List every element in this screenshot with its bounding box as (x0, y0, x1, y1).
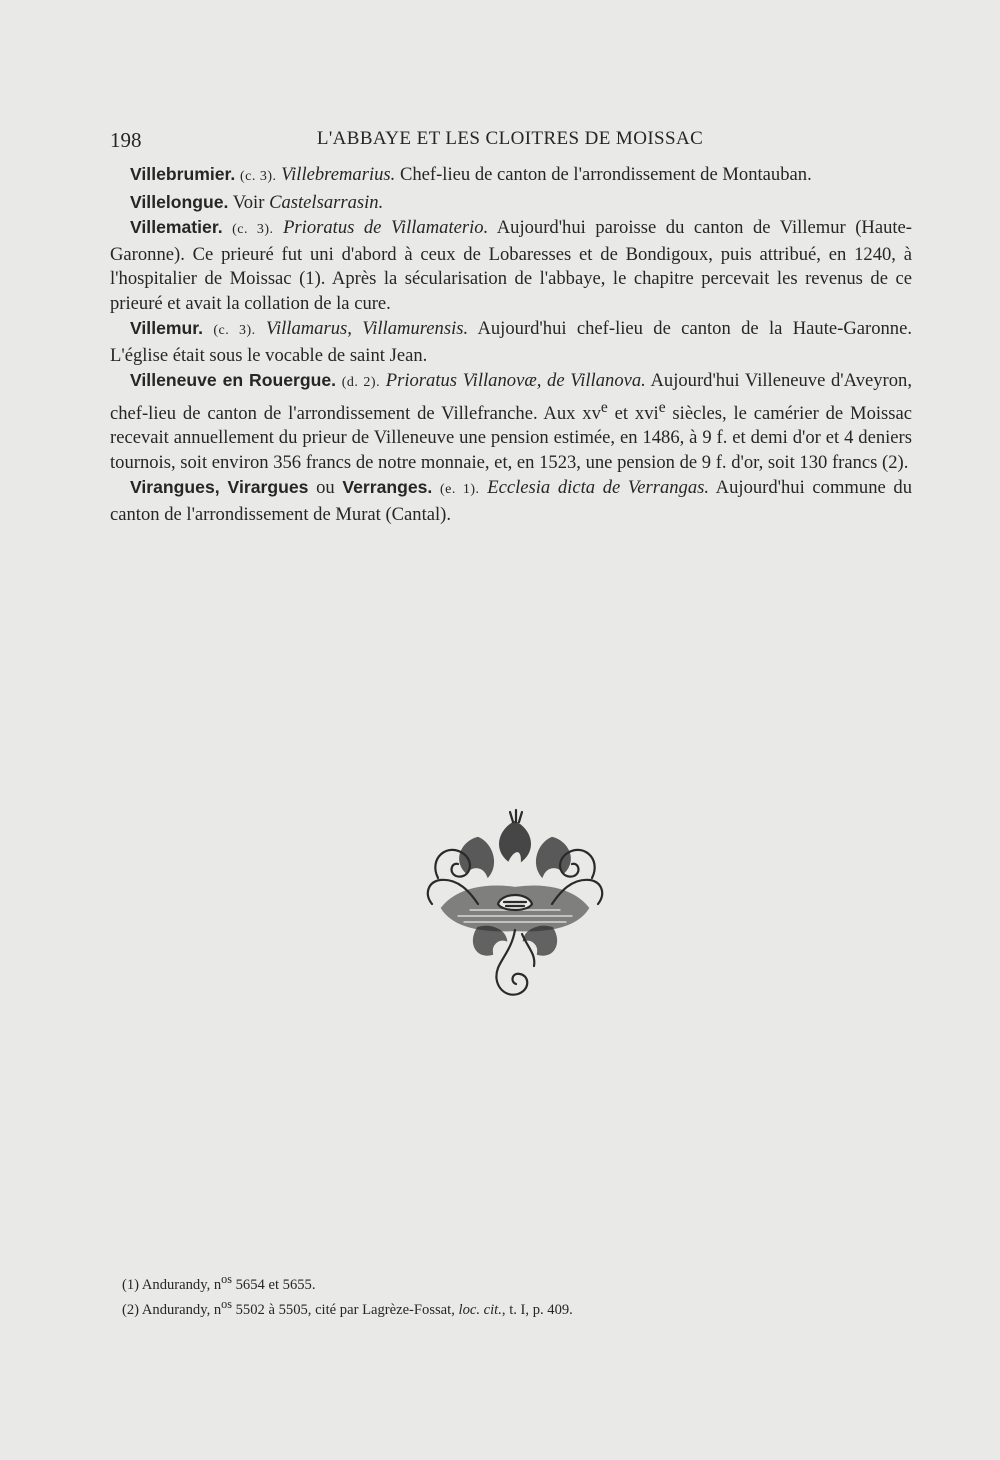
footnote-text: 5502 à 5505, cité par Lagrèze-Fossat, (231, 1301, 459, 1318)
entry-latin-name: Ecclesia dicta de Verrangas. (487, 477, 710, 499)
entry-villematier (110, 215, 912, 316)
entry-headword: Villelongue. (130, 191, 229, 212)
entry-villeneuve-en-rouergue (110, 368, 912, 475)
entry-text: Aujourd'hui Villeneuve d'Aveyron, chef-lieu de canton de l'arrondissement de Villefranche. Aux xv (110, 370, 912, 424)
page-number: 198 (110, 128, 142, 152)
entry-text: Voir (232, 191, 265, 213)
footnotes (122, 1270, 822, 1320)
footnote-text: (2) Andurandy, n (122, 1301, 222, 1318)
entry-text: Aujourd'hui commune du canton de l'arrondissement de Murat (Cantal). (110, 477, 913, 525)
entry-text: Aujourd'hui paroisse du canton de Villemur (Haute-Garonne). Ce prieuré fut uni d'abord à ceux de Lobaresses et de Bondigoux, puis attribué, en 1240, à l'hospitalier de Moissac (1). Après la sécularisation de l'abbaye, le chapitre percevait les revenus de ce prieuré et avait la collation de la cure. (110, 217, 913, 314)
entry-villelongue (110, 190, 912, 216)
entry-villemur (110, 316, 912, 368)
entry-text: Aujourd'hui chef-lieu de canton de la Haute-Garonne. L'église était sous le vocable de saint Jean. (110, 318, 913, 366)
entry-villebrumier (110, 162, 912, 190)
entry-location: (c. 3). (213, 323, 256, 338)
superscript: os (221, 1272, 232, 1286)
entry-text: siècles, le camérier de Moissac recevait annuellement du prieur de Villeneuve une pension estimée, en 1486, à 9 f. et demi d'or et 4 deniers tournois, soit environ 356 francs de notre monnaie, et, en 1523, une pension de 9 f. d'or, soit 130 francs (2). (110, 402, 913, 473)
entry-location: (e. 1). (439, 482, 480, 498)
entry-headword: Villebrumier. (130, 164, 236, 184)
entry-location: (c. 3). (232, 222, 274, 237)
floral-tailpiece-icon (418, 808, 612, 1004)
entry-text: Chef-lieu de canton de l'arrondissement de Montauban. (399, 164, 812, 185)
entry-connector: ou (316, 477, 335, 499)
entry-latin-name: Villebremarius. (281, 164, 396, 185)
superscript: e (600, 398, 608, 416)
entry-headword: Villemur. (130, 318, 204, 338)
footnote-citation: loc. cit. (458, 1301, 502, 1318)
entry-location: (d. 2). (341, 375, 381, 390)
entry-text: et xvi (607, 402, 659, 424)
superscript: os (221, 1296, 232, 1311)
footnote-text: 5654 et 5655. (231, 1276, 316, 1293)
page-header (110, 128, 910, 154)
entry-cross-reference: Castelsarrasin. (269, 191, 384, 213)
body-text (110, 162, 912, 527)
entry-headword: Verranges. (342, 477, 433, 498)
footnote-2 (122, 1295, 822, 1320)
entry-virangues (110, 475, 912, 527)
footnote-text: , t. I, p. 409. (501, 1301, 573, 1318)
entry-latin-name: Prioratus de Villamaterio. (283, 217, 489, 238)
entry-headword: Villematier. (130, 217, 223, 237)
footnote-1 (122, 1270, 822, 1295)
running-title: L'ABBAYE ET LES CLOITRES DE MOISSAC (316, 128, 704, 149)
entry-headword: Villeneuve en Rouergue. (130, 370, 337, 390)
superscript: e (658, 398, 666, 416)
footnote-text: (1) Andurandy, n (122, 1276, 222, 1293)
entry-location: (c. 3). (239, 169, 277, 184)
entry-latin-name: Prioratus Villanovæ, de Villanova. (385, 370, 646, 391)
entry-latin-name: Villamarus, Villamurensis. (265, 318, 469, 339)
entry-headword: Virangues, Virargues (130, 477, 309, 498)
